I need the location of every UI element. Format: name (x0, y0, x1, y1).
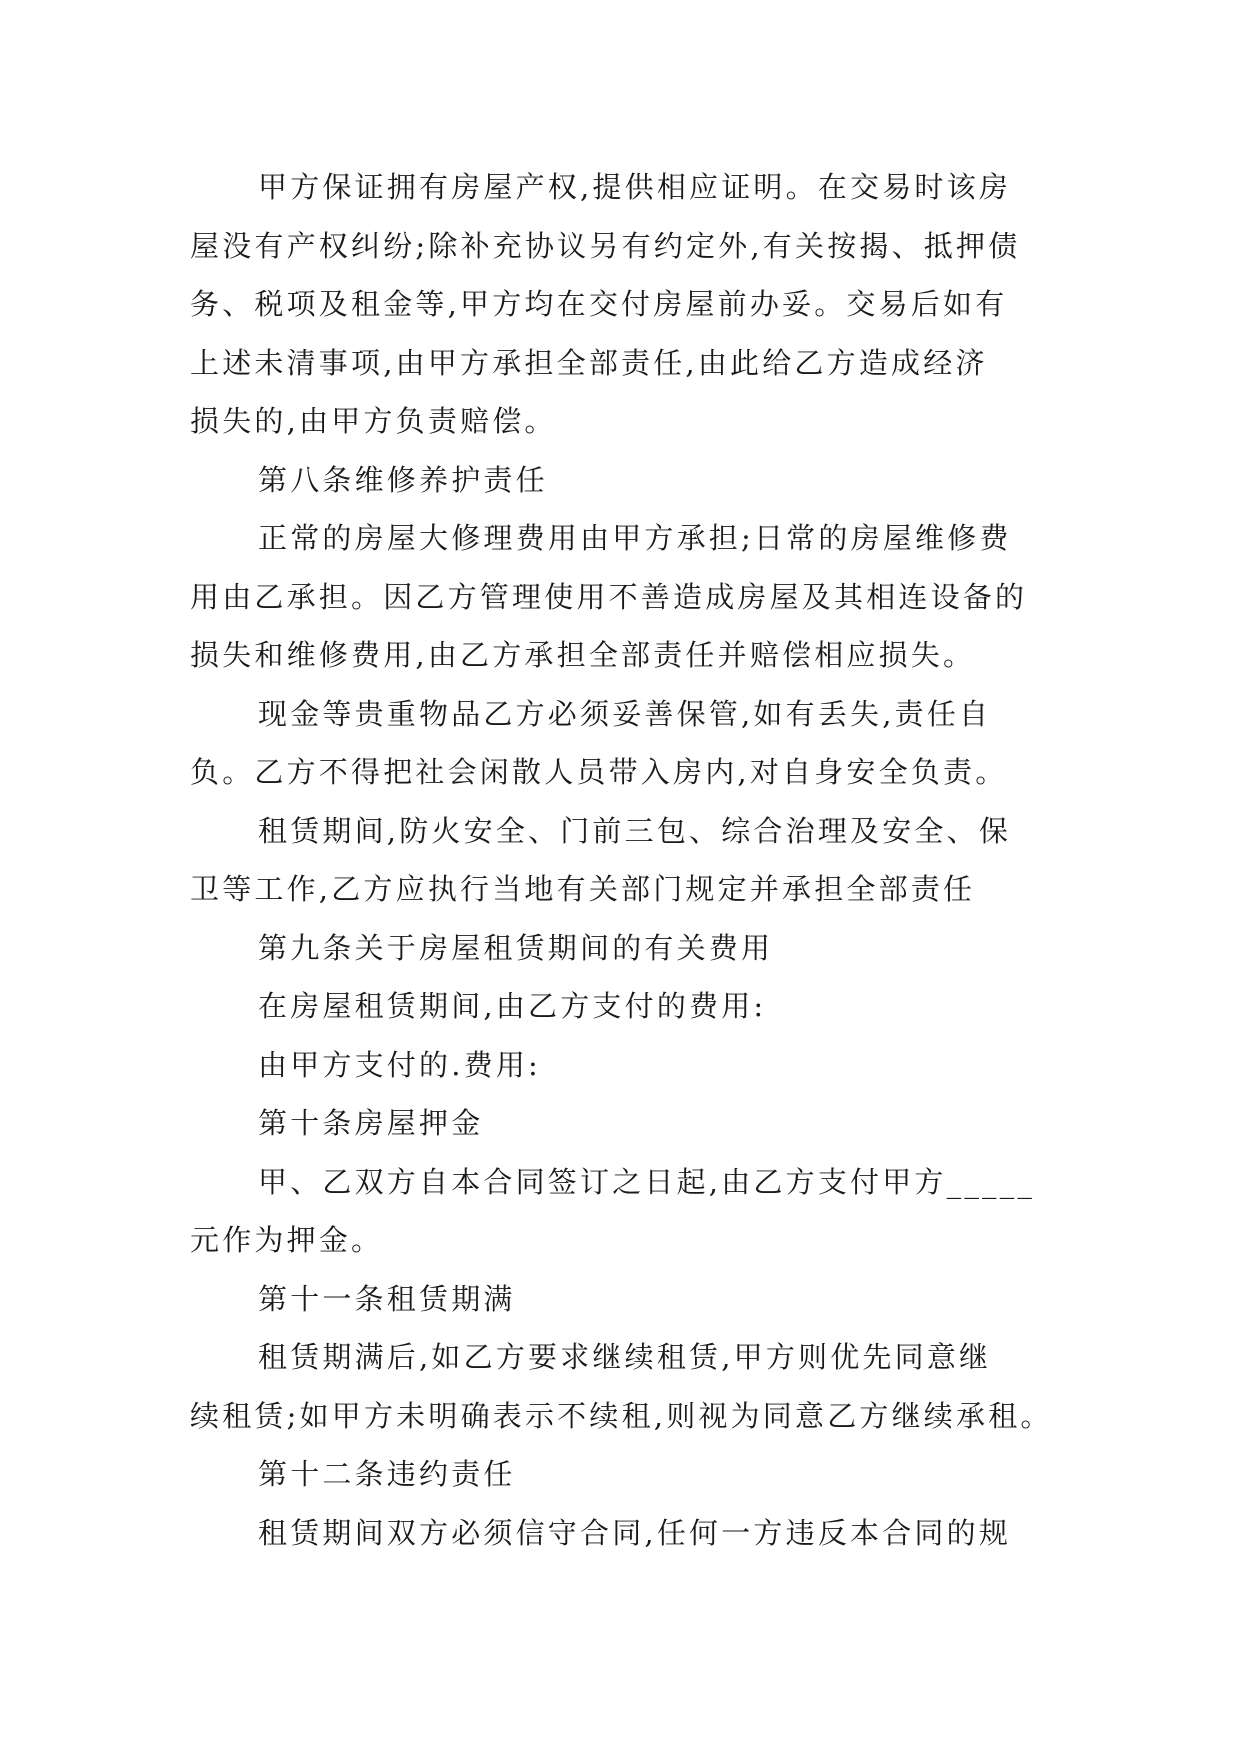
document-body (190, 158, 1058, 1562)
text-line: 租赁期间双方必须信守合同,任何一方违反本合同的规 (258, 1515, 1012, 1550)
text-line: 正常的房屋大修理费用由甲方承担;日常的房屋维修费 (258, 521, 1012, 555)
section-heading: 第九条关于房屋租赁期间的有关费用 (258, 930, 774, 965)
text-line: 租赁期间,防火安全、门前三包、综合治理及安全、保 (258, 813, 1012, 848)
text-line: 由甲方支付的.费用: (258, 1047, 541, 1082)
text-line: 用由乙承担。因乙方管理使用不善造成房屋及其相连设备的 (190, 579, 1028, 614)
section-heading: 第十一条租赁期满 (258, 1281, 516, 1316)
text-line: 现金等贵重物品乙方必须妥善保管,如有丢失,责任自 (258, 696, 992, 731)
text-line: 负。乙方不得把社会闲散人员带入房内,对自身安全负责。 (190, 755, 1008, 789)
text-line: 屋没有产权纠纷;除补充协议另有约定外,有关按揭、抵押债 (190, 228, 1021, 263)
text-line: 务、税项及租金等,甲方均在交付房屋前办妥。交易后如有 (190, 287, 1008, 321)
text-line: 损失的,由甲方负责赔偿。 (190, 404, 557, 438)
text-line: 上述未清事项,由甲方承担全部责任,由此给乙方造成经济 (190, 345, 988, 380)
text-line: 元作为押金。 (190, 1223, 384, 1257)
text-line: 甲、乙双方自本合同签订之日起,由乙方支付甲方_____ (258, 1164, 1036, 1199)
text-line: 卫等工作,乙方应执行当地有关部门规定并承担全部责任 (190, 872, 976, 906)
section-heading: 第十二条违约责任 (258, 1457, 516, 1491)
section-heading: 第八条维修养护责任 (258, 462, 548, 497)
text-line: 续租赁;如甲方未明确表示不续租,则视为同意乙方继续承租。 (190, 1398, 1053, 1433)
text-line: 损失和维修费用,由乙方承担全部责任并赔偿相应损失。 (190, 638, 976, 672)
text-line: 在房屋租赁期间,由乙方支付的费用: (258, 989, 767, 1023)
section-heading: 第十条房屋押金 (258, 1106, 484, 1140)
text-line: 甲方保证拥有房屋产权,提供相应证明。在交易时该房 (258, 170, 1012, 204)
text-line: 租赁期满后,如乙方要求继续租赁,甲方则优先同意继 (258, 1340, 992, 1374)
